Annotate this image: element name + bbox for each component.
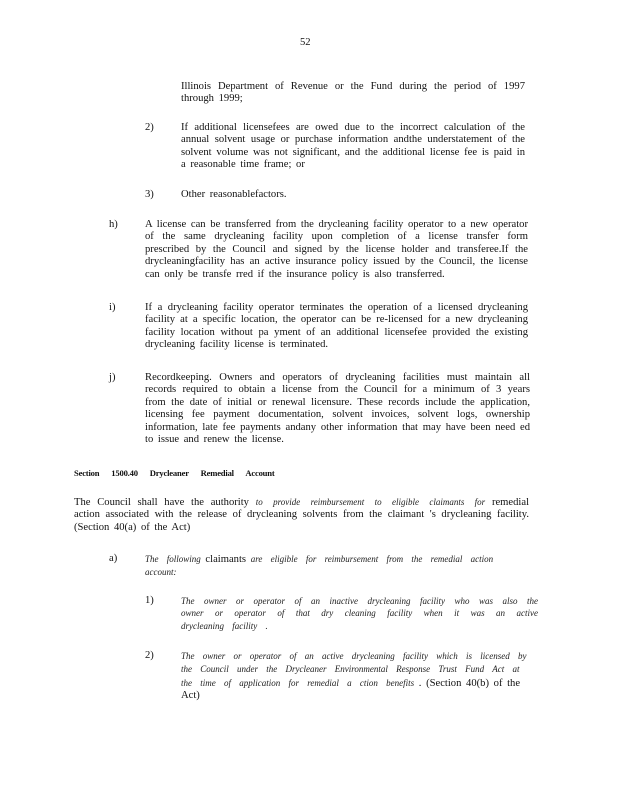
item-a2-marker: 2) — [145, 650, 154, 661]
continuation-text: Illinois Department of Revenue or the Fund during the period of 1997 through 1999; — [181, 81, 525, 105]
item-j-marker: j) — [109, 372, 116, 383]
item-g3-text: Other reasonablefactors. — [181, 189, 287, 200]
item-g3-marker: 3) — [145, 189, 154, 200]
section-number: 1500.40 — [111, 468, 138, 478]
item-a1-marker: 1) — [145, 595, 154, 606]
intro-part3: remedial action associated with the release of drycleaning solvents from the claimant 's drycleaning facility. (Section 40(a) of the Act) — [74, 497, 530, 533]
item-i-marker: i) — [109, 302, 116, 313]
item-a1-text: The owner or operator of an inactive drycleaning facility who was also the owner or operator of that dry cleaning facility when it was an active drycleaning facility . — [181, 596, 538, 631]
item-a-marker: a) — [109, 553, 118, 564]
page-number: 52 — [300, 37, 311, 48]
item-g2-marker: 2) — [145, 122, 154, 133]
section-title: Drycleaner Remedial Account — [149, 468, 275, 478]
item-a2-main: The owner or operator of an active drycleaning facility which is licensed by the Council under the Drycleaner Environmental Response Trust Fund Act at the time of application for remedial a ction benefits — [181, 651, 527, 688]
section-label: Section — [74, 468, 100, 478]
item-a2-text — [181, 650, 531, 703]
intro-part2: to provide reimbursement to eligible claimants for — [255, 497, 486, 507]
item-a-part1: The following — [145, 554, 201, 564]
item-h-marker: h) — [109, 219, 118, 230]
item-a-part3: are eligible for reimbursement from the remedial action account: — [145, 554, 494, 578]
item-a-text — [145, 553, 530, 580]
item-h-text: A license can be transferred from the drycleaning facility operator to a new operator of the same drycleaning facility upon completion of a license transfer form prescribed by the Council and signed by the license holder and transferee.If the drycleaningfacility has an active insurance policy issued by the Council, the license can only be transfe rred if the insurance policy is also transferred. — [145, 219, 528, 280]
item-g2-text: If additional licensefees are owed due to the incorrect calculation of the annual solvent usage or purchase information andthe understatement of the solvent volume was not significant, and the additional license fee is paid in a reasonable time frame; or — [181, 122, 525, 171]
item-i-text: If a drycleaning facility operator terminates the operation of a licensed drycleaning facility at a specific location, the operator can be re-licensed for a new drycleaning facility location without pa yment of an additional licensefee provided the existing drycleaning facility license is terminated. — [145, 302, 528, 351]
intro-part1: The Council shall have the authority — [74, 497, 249, 508]
section-intro — [74, 496, 529, 534]
section-heading — [74, 468, 374, 478]
item-a-part2: claimants — [205, 554, 247, 565]
item-a2-citation: . (Section 40(b) of the Act) — [181, 677, 521, 702]
item-j-text: Recordkeeping. Owners and operators of drycleaning facilities must maintain all records required to obtain a license from the Council for a minimum of 3 years from the date of initial or renewal licensure. These records include the application, licensing fee payment documentation, solvent invoices, solvent logs, ownership information, late fee payments andany other information that may have been need ed to issue and renew the license. — [145, 372, 530, 446]
